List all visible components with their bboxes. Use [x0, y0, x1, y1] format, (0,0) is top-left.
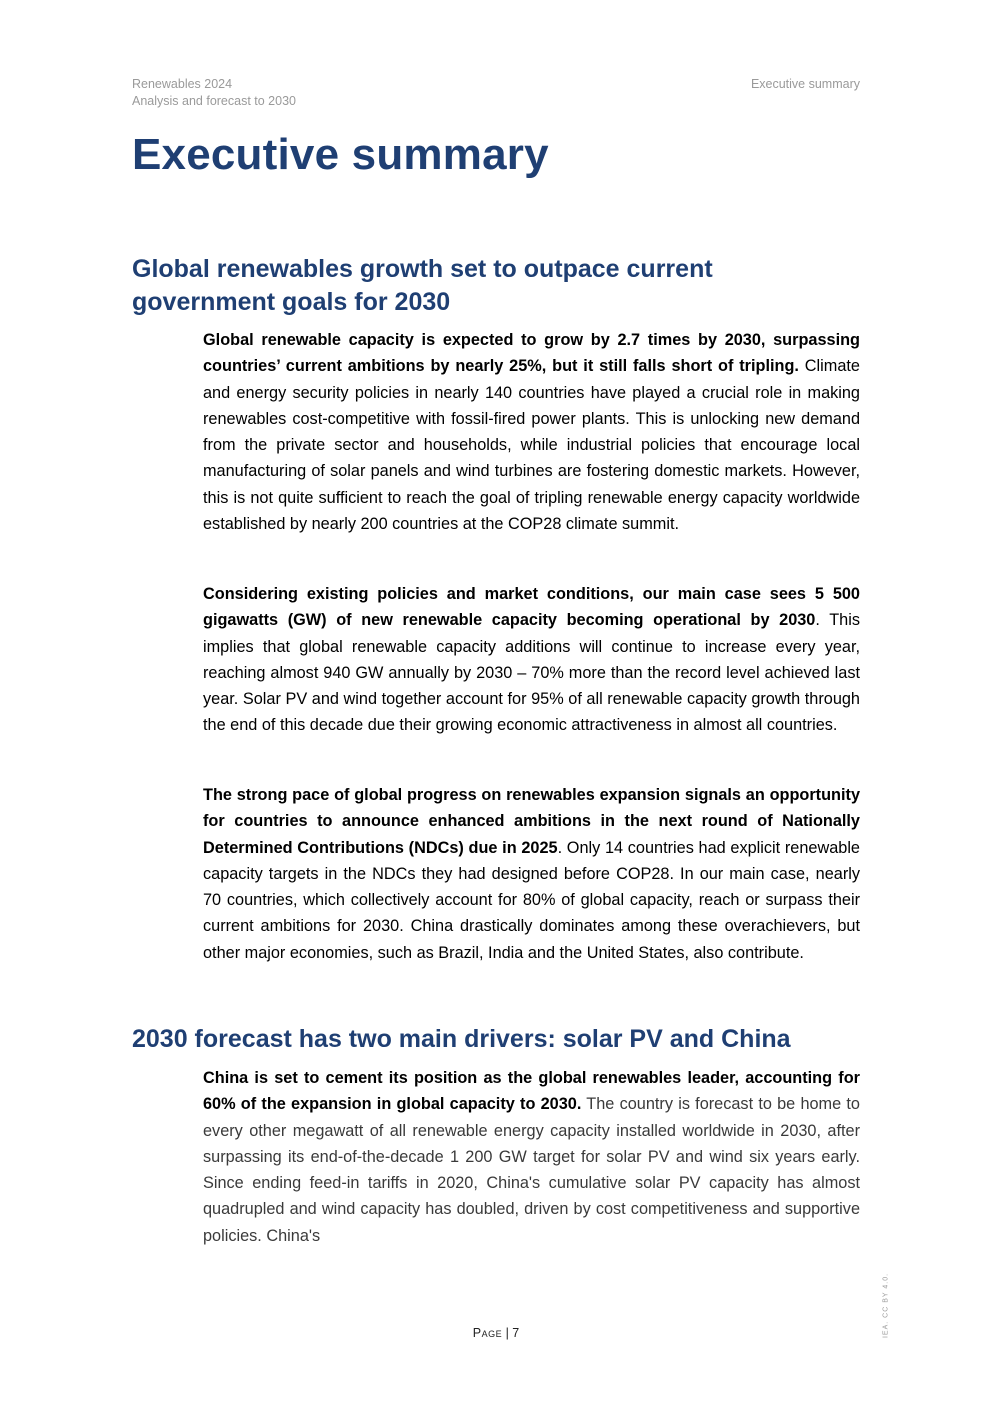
paragraph-3: [203, 782, 860, 966]
page-title: Executive summary: [132, 130, 549, 179]
paragraph-1-body: Climate and energy security policies in nearly 140 countries have played a crucial role in making renewables cost-competitive with fossil-fired power plants. This is unlocking new demand from the private sector and households, while industrial policies that encourage local manufacturing of solar panels and wind turbines are fostering domestic markets. However, this is not quite sufficient to reach the goal of tripling renewable energy capacity worldwide established by nearly 200 countries at the COP28 climate summit.: [203, 357, 860, 534]
header-left: [132, 76, 296, 110]
paragraph-4-lead: China is set to cement its position as the global renewables leader, accounting for 60% of the expansion in global capacity to 2030.: [203, 1069, 860, 1114]
paragraph-1: [203, 327, 860, 537]
page-label: Page: [472, 1326, 503, 1340]
report-title: Renewables 2024: [132, 77, 233, 91]
paragraph-3-body: . Only 14 countries had explicit renewable capacity targets in the NDCs they had designed before COP28. In our main case, nearly 70 countries, which collectively account for 80% of global capacity, reach or surpass their current ambitions for 2030. China drastically dominates among these overachievers, but other major economies, such as Brazil, India and the United States, also contribute.: [203, 838, 860, 962]
license-note: IEA. CC BY 4.0.: [882, 1272, 890, 1339]
paragraph-1-lead: Global renewable capacity is expected to grow by 2.7 times by 2030, surpassing countries’ current ambitions by nearly 25%, but it still falls short of tripling.: [203, 331, 860, 376]
page-footer: [0, 1326, 992, 1340]
paragraph-2-body: . This implies that global renewable capacity additions will continue to increase every year, reaching almost 940 GW annually by 2030 – 70% more than the record level achieved last year. Solar PV and wind together account for 95% of all renewable capacity growth through the end of this decade due their growing economic attractiveness in almost all countries.: [203, 611, 860, 735]
page-number: 7: [512, 1326, 520, 1340]
section-heading-2: 2030 forecast has two main drivers: solar PV and China: [132, 1025, 791, 1053]
header-section: Executive summary: [750, 77, 860, 91]
report-subtitle: Analysis and forecast to 2030: [132, 94, 296, 108]
paragraph-3-lead: The strong pace of global progress on renewables expansion signals an opportunity for countries to announce enhanced ambitions in the next round of Nationally Determined Contributions (NDCs) due in 2025: [203, 786, 860, 857]
paragraph-4: [203, 1065, 860, 1249]
paragraph-2-lead: Considering existing policies and market conditions, our main case sees 5 500 gigawatts (GW) of new renewable capacity becoming operational by 2030: [203, 585, 860, 630]
paragraph-2: [203, 581, 860, 739]
page-separator: |: [502, 1326, 513, 1340]
section-heading-1: Global renewables growth set to outpace current government goals for 2030: [132, 255, 713, 316]
paragraph-4-body: The country is forecast to be home to every other megawatt of all renewable energy capacity installed worldwide in 2030, after surpassing its end-of-the-decade 1 200 GW target for solar PV and wind six years early. Since ending feed-in tariffs in 2020, China's cumulative solar PV capacity has almost quadrupled and wind capacity has doubled, driven by cost competitiveness and supportive policies. China's: [203, 1095, 860, 1245]
